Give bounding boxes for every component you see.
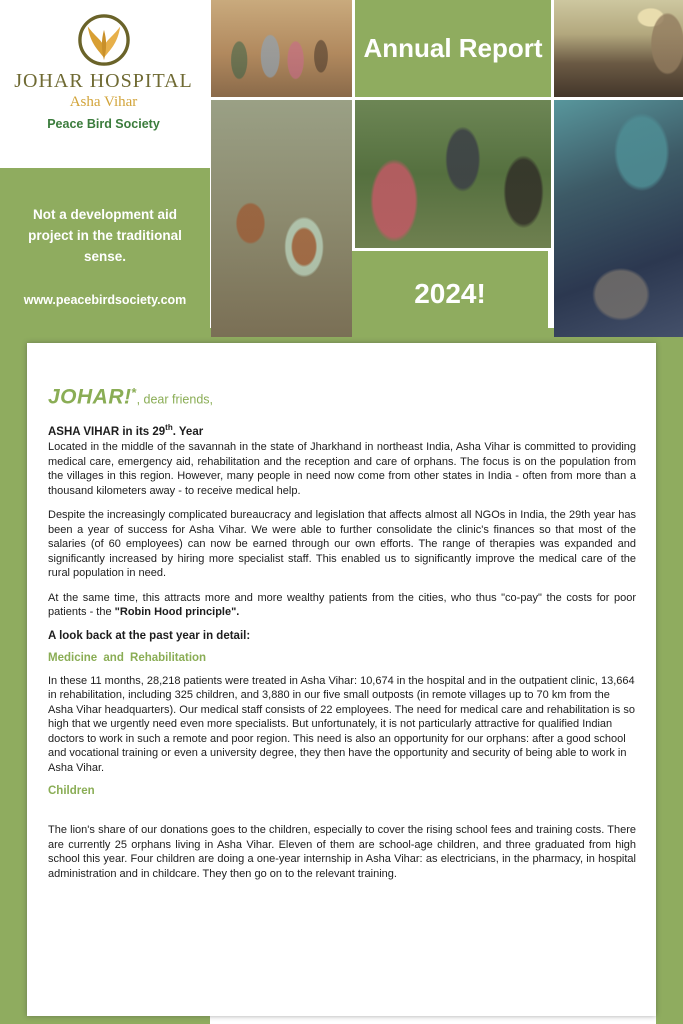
annual-report-title: Annual Report xyxy=(363,33,543,63)
year-heading-post: . Year xyxy=(172,426,204,439)
photo-patient-examination-image xyxy=(355,100,551,248)
year-heading-text: ASHA VIHAR in its 29 xyxy=(48,426,166,439)
logo-card xyxy=(0,0,209,168)
paragraph-bureaucracy: Despite the increasingly complicated bureaucracy and legislation that affects almost all NGOs in India, the 29th year has been a year of success for Asha Vihar. We were able to further consolidate the clinic's finances so that most of the salaries (of 60 employees) can now be earned through our own efforts. The range of therapies was expanded and significantly increased by hiring more specialist staff. This enabled us to significantly improve the medical care of the rural population in need. xyxy=(48,509,636,580)
right-green-strip xyxy=(656,338,683,1024)
photo-classroom-meeting-image xyxy=(554,0,683,97)
photo-village-children-image xyxy=(211,100,352,337)
robinhood-principle-bold: "Robin Hood principle". xyxy=(114,606,240,619)
paragraph-robinhood xyxy=(48,591,636,620)
photo-physiotherapy-image xyxy=(554,100,683,337)
footnote-asterisk: * xyxy=(131,385,137,400)
greeting-word: JOHAR! xyxy=(48,385,132,409)
year-banner xyxy=(352,251,548,337)
year-title: 2024! xyxy=(414,278,486,309)
greeting-rest: , dear friends, xyxy=(136,392,214,407)
medicine-section-heading: Medicine and Rehabilitation xyxy=(48,651,207,664)
annual-report-banner xyxy=(355,0,551,97)
children-section-heading: Children xyxy=(48,785,95,798)
lookback-heading: A look back at the past year in detail: xyxy=(48,629,251,642)
content-card xyxy=(27,343,656,1016)
society-name: Peace Bird Society xyxy=(47,117,160,131)
paragraph-robinhood-text: At the same time, this attracts more and more wealthy patients from the cities, who thus "co-pay" the costs for poor patients - the xyxy=(48,591,636,619)
paragraph-medicine: In these 11 months, 28,218 patients were treated in Asha Vihar: 10,674 in the hospital and in the outpatient clinic, 13,664 in rehabilitation, including 325 children, and 3,880 in our five small outposts (in remote villages up to 70 km from the Asha Vihar headquarters). Our medical staff consists of 22 employees. The need for medical care and rehabilitation is so high that we urgently need even more specialists. But unfortunately, it is not particularly attractive for qualified Indian doctors to work in such a remote and poor region. This need is also an opportunity for our orphans: after a good school and vocational training or even a university degree, they then have the opportunity and security of being able to work in Asha Vihar. xyxy=(48,674,635,774)
hospital-name: JOHAR HOSPITAL xyxy=(14,70,193,92)
paragraph-children: The lion's share of our donations goes to the children, especially to cover the rising school fees and training costs. There are currently 25 orphans living in Asha Vihar. Eleven of them are school-age children, and three graduated from high school this year. Four children are doing a one-year internship in Asha Vihar: as electricians, in the pharmacy, in hospital administration and in childcare. They then go on to the relevant training. xyxy=(48,824,636,880)
sidebar-tagline: Not a development aid project in the traditional sense. xyxy=(28,207,182,264)
peace-bird-icon xyxy=(76,12,132,68)
year-heading-sup: th xyxy=(165,423,173,433)
website-link[interactable]: www.peacebirdsociety.com xyxy=(23,293,187,307)
photo-villagers-wall-image xyxy=(211,0,352,97)
greeting-line xyxy=(48,385,636,409)
hospital-subtitle: Asha Vihar xyxy=(69,94,138,110)
paragraph-intro: Located in the middle of the savannah in the state of Jharkhand in northeast India, Asha Vihar is committed to providing medical care, emergency aid, rehabilitation and the reception and care of orphans. The focus is on the population from the villages in this region. However, many people in need now come from other states in India - often from more than a thousand kilometers away - to receive medical help. xyxy=(48,441,636,497)
year-heading xyxy=(48,423,636,438)
